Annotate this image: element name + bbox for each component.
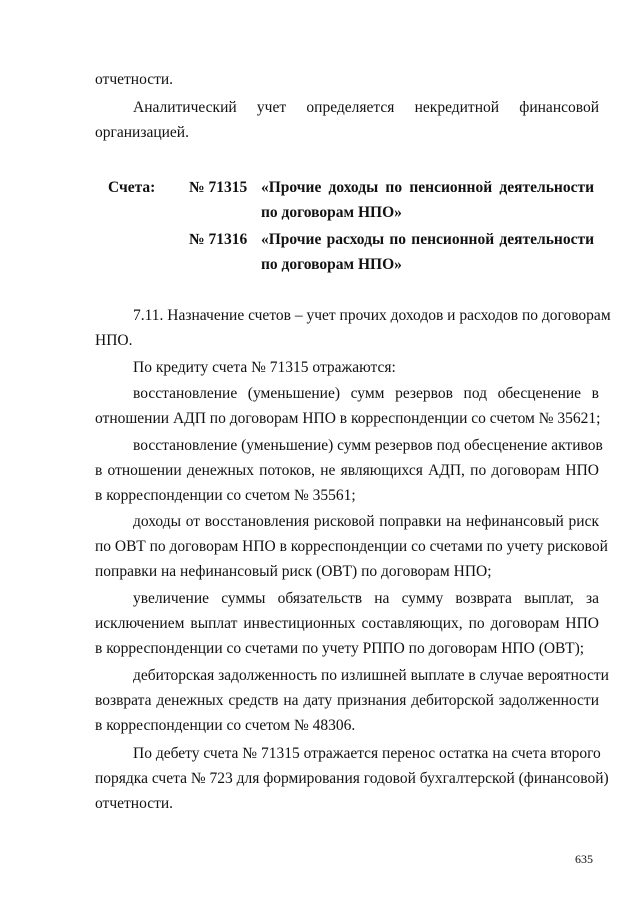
text-line: восстановление (уменьшение) сумм резервов под обесценение активов: [133, 437, 603, 454]
text-line: доходы от восстановления рисковой поправки на нефинансовый риск: [133, 513, 599, 530]
account-title: по договорам НПО»: [261, 204, 402, 221]
account-number: № 71315: [189, 179, 248, 196]
text-line: порядка счета № 723 для формирования годовой бухгалтерской (финансовой): [95, 770, 609, 787]
account-title: по договорам НПО»: [261, 256, 402, 273]
account-title: «Прочие доходы по пенсионной деятельности: [261, 179, 594, 196]
account-number: № 71316: [189, 231, 248, 248]
text-line: организацией.: [95, 124, 189, 141]
text-line: отчетности.: [95, 795, 174, 812]
text-line: НПО.: [95, 332, 133, 349]
text-line: Аналитический учет определяется некредитной финансовой: [133, 99, 599, 116]
text-line: отношении АДП по договорам НПО в корреспонденции со счетом № 35621;: [95, 410, 601, 427]
accounts-label: Счета:: [108, 179, 156, 196]
text-line: исключением выплат инвестиционных составляющих, по договорам НПО: [95, 615, 599, 632]
text-line: в корреспонденции со счетами по учету РППО по договорам НПО (ОВТ);: [95, 640, 585, 657]
text-line: увеличение суммы обязательств на сумму возврата выплат, за: [133, 590, 599, 607]
text-line: отчетности.: [95, 71, 174, 88]
text-line: в отношении денежных потоков, не являющихся АДП, по договорам НПО: [95, 462, 599, 479]
text-line: По кредиту счета № 71315 отражаются:: [133, 359, 396, 376]
text-line: в корреспонденции со счетом № 35561;: [95, 487, 356, 504]
text-line: по ОВТ по договорам НПО в корреспонденции со счетами по учету рисковой: [95, 538, 608, 555]
text-line: 7.11. Назначение счетов – учет прочих доходов и расходов по договорам: [133, 307, 611, 324]
account-title: «Прочие расходы по пенсионной деятельности: [261, 231, 594, 248]
page-number: 635: [575, 852, 593, 866]
text-line: По дебету счета № 71315 отражается перенос остатка на счета второго: [133, 745, 601, 762]
text-line: восстановление (уменьшение) сумм резервов под обесценение в: [133, 385, 599, 402]
text-line: поправки на нефинансовый риск (ОВТ) по договорам НПО;: [95, 563, 492, 580]
text-line: в корреспонденции со счетом № 48306.: [95, 717, 356, 734]
text-line: дебиторская задолженность по излишней выплате в случае вероятности: [133, 667, 609, 684]
text-line: возврата денежных средств на дату признания дебиторской задолженности: [95, 692, 599, 709]
